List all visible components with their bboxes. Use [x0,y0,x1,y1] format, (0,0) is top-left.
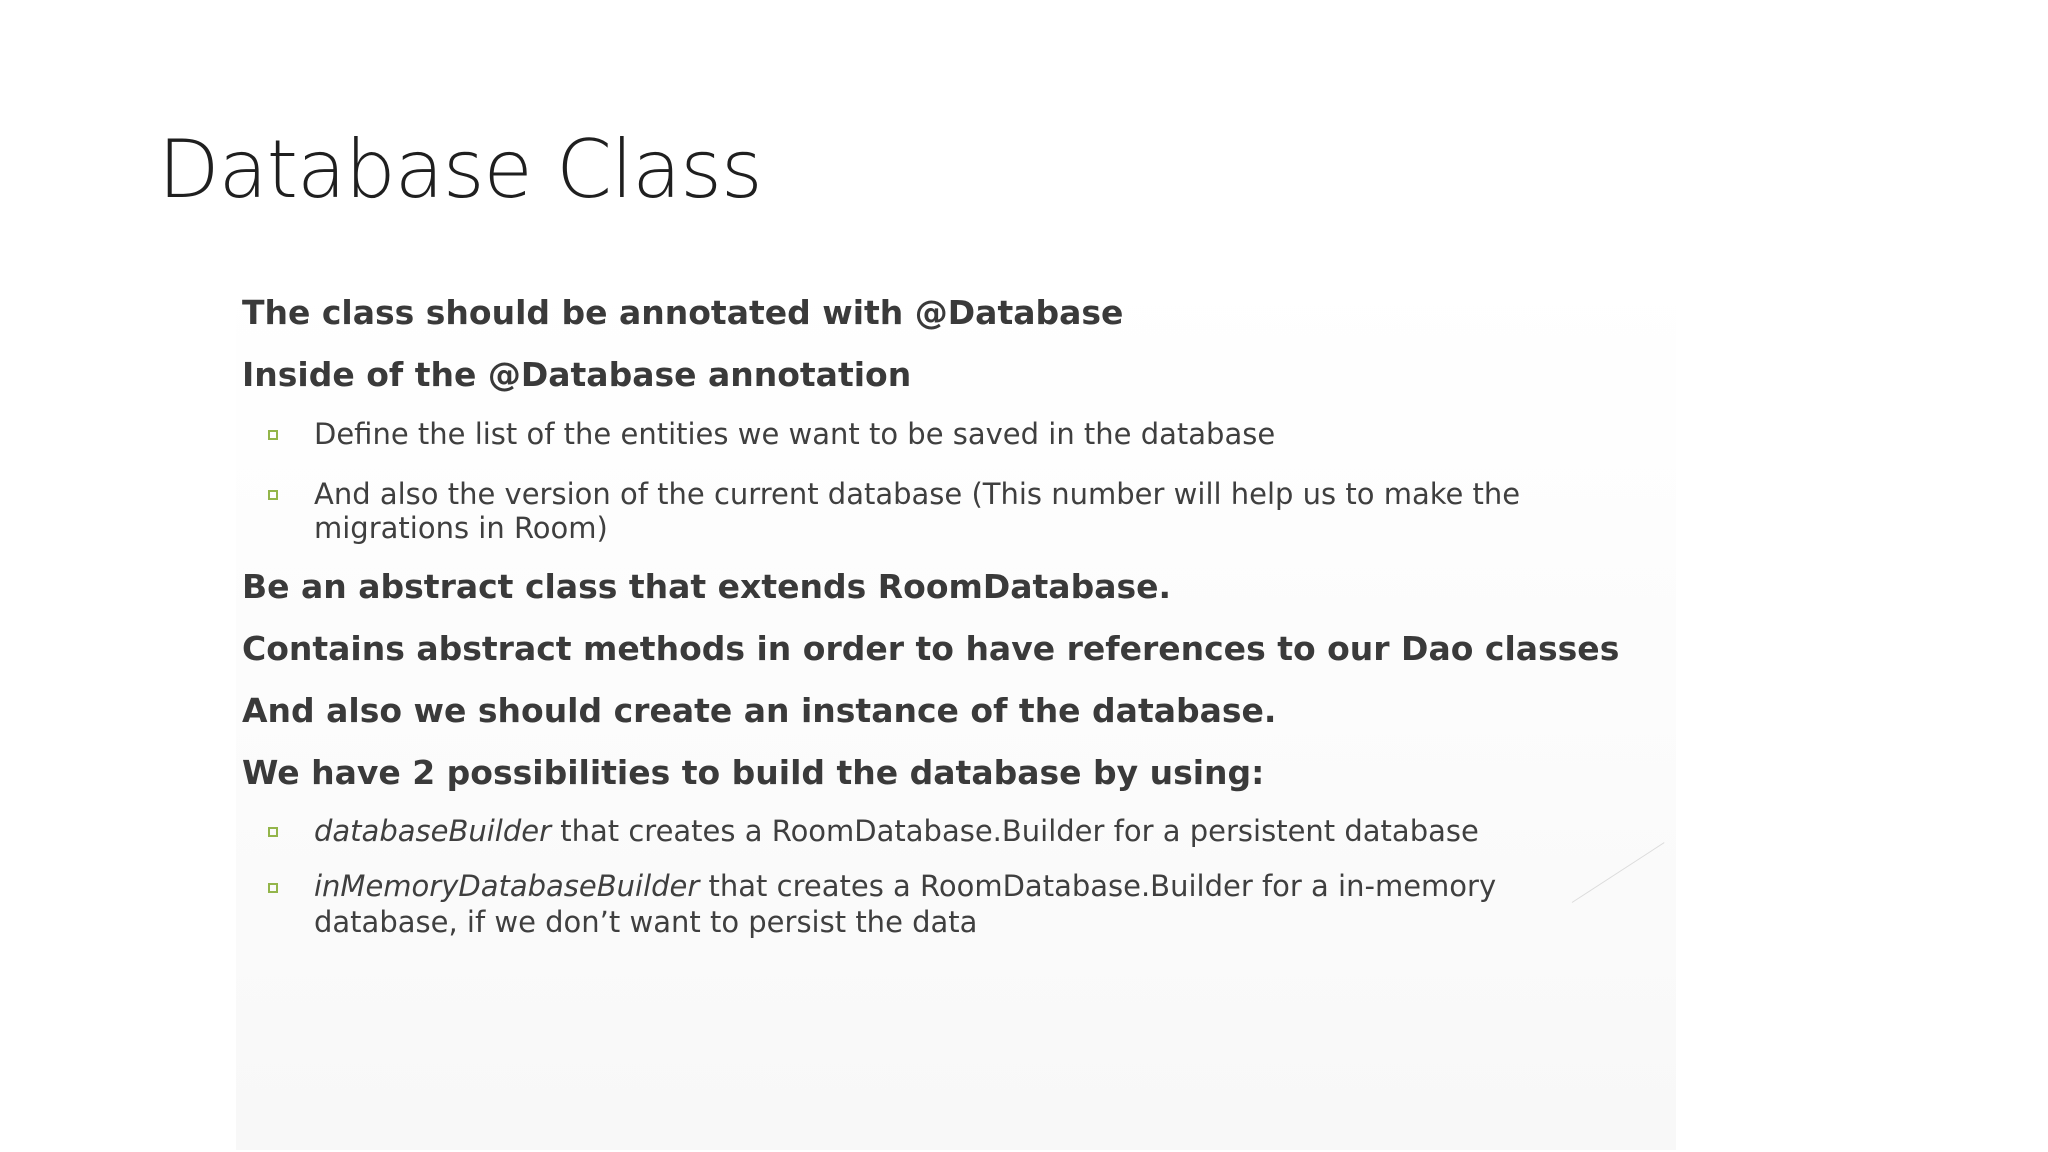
subpoint-version: And also the version of the current database (This number will help us to make the [314,477,1521,511]
bullet-icon [268,827,278,837]
subpoint-inmemory-builder [314,869,1496,903]
point-abstract-class: Be an abstract class that extends RoomDatabase. [242,567,1172,606]
subpoint-inmemory-builder-text: that creates a RoomDatabase.Builder for a in-memory [699,869,1497,903]
subpoint-database-builder-text: that creates a RoomDatabase.Builder for a persistent database [551,814,1479,848]
point-instance: And also we should create an instance of the database. [242,691,1277,730]
point-inside-annotation: Inside of the @Database annotation [242,355,912,394]
subpoint-database-builder [314,814,1479,848]
point-annotation: The class should be annotated with @Database [242,293,1124,332]
term-database-builder: databaseBuilder [314,814,552,848]
point-possibilities: We have 2 possibilities to build the database by using: [242,753,1265,792]
subpoint-entities: Define the list of the entities we want to be saved in the database [314,417,1276,451]
slide-title: Database Class [158,123,762,216]
point-abstract-methods: Contains abstract methods in order to have references to our Dao classes [242,629,1620,668]
subpoint-inmemory-continuation: database, if we don’t want to persist the data [314,905,978,939]
bullet-icon [268,490,278,500]
bullet-icon [268,883,278,893]
term-inmemory-builder: inMemoryDatabaseBuilder [314,869,700,903]
subpoint-version-continuation: migrations in Room) [314,511,608,545]
bullet-icon [268,430,278,440]
